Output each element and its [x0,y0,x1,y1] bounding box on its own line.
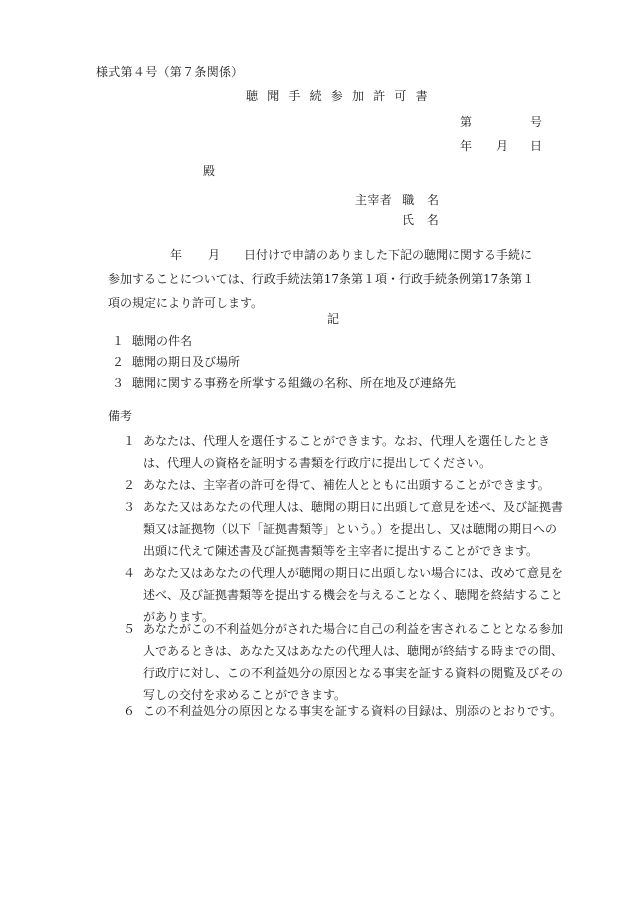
presider-name-label: 氏 名 [402,213,440,227]
note-number: ４ [123,566,136,580]
item-text: 聴聞に関する事務を所掌する組織の名称、所在地及び連絡先 [132,376,457,390]
note-text: あなたがこの不利益処分がされた場合に自己の利益を害されることとなる参加人であるときは、あなた又はあなたの代理人は、聴聞が終結する時までの間、行政庁に対し、この不利益処分の原因となる事実を証する資料の閲覧及びその写しの交付を求めることができます。 [143,622,564,702]
body-year-label: 年 [170,248,183,262]
addressee-suffix: 殿 [203,164,216,178]
date-day-label: 日 [530,139,543,153]
remark-note [123,700,568,722]
remark-note [123,618,568,706]
list-item [112,354,240,370]
note-text: あなた又はあなたの代理人は、聴聞の期日に出頭して意見を述べ、及び証拠書類又は証拠物（以下「証拠書類等」という。）を提出し、又は聴聞の期日への出頭に代えて陳述書及び証拠書類等を主宰者に提出することができます。 [143,500,564,558]
presider-label: 主宰者 [355,193,393,207]
remark-note [123,474,568,496]
note-number: ５ [123,622,136,636]
body-month-label: 月 [208,248,221,262]
item-text: 聴聞の件名 [132,334,193,348]
note-text: あなた又はあなたの代理人が聴聞の期日に出頭しない場合には、改めて意見を述べ、及び証拠書類等を提出する機会を与えることなく、聴聞を終結することがあります。 [143,566,564,624]
document-title: 聴聞手続参加許可書 [246,89,437,103]
date-month-label: 月 [496,139,509,153]
note-text: あなたは、主宰者の許可を得て、補佐人とともに出頭することができます。 [143,478,550,492]
note-text: あなたは、代理人を選任することができます。なお、代理人を選任したときは、代理人の資格を証明する書類を行政庁に提出してください。 [143,434,551,470]
ki-heading: 記 [327,312,340,326]
remarks-title: 備考 [108,409,133,423]
body-text: 日付けで申請のありました下記の聴聞に関する手続に参加することについては、行政手続法第17条第１項・行政手続条例第17条第１項の規定により許可します。 [108,248,535,310]
form-label: 様式第４号（第７条関係） [96,65,244,79]
note-number: ２ [123,478,136,492]
remark-note [123,430,568,474]
remark-note [123,496,568,562]
note-number: ６ [123,704,136,718]
date-year-label: 年 [460,139,473,153]
note-number: １ [123,434,136,448]
list-item [112,333,192,349]
item-number: ３ [112,376,125,390]
presider-title-label: 職 名 [402,193,440,207]
item-number: ２ [112,355,125,369]
list-item [112,375,456,391]
note-text: この不利益処分の原因となる事実を証する資料の目録は、別添のとおりです。 [143,704,563,718]
item-number: １ [112,334,125,348]
presider-line [355,192,439,208]
note-number: ３ [123,500,136,514]
body-paragraph [108,243,538,315]
number-prefix: 第 [460,115,473,129]
item-text: 聴聞の期日及び場所 [132,355,241,369]
number-suffix: 号 [530,115,543,129]
